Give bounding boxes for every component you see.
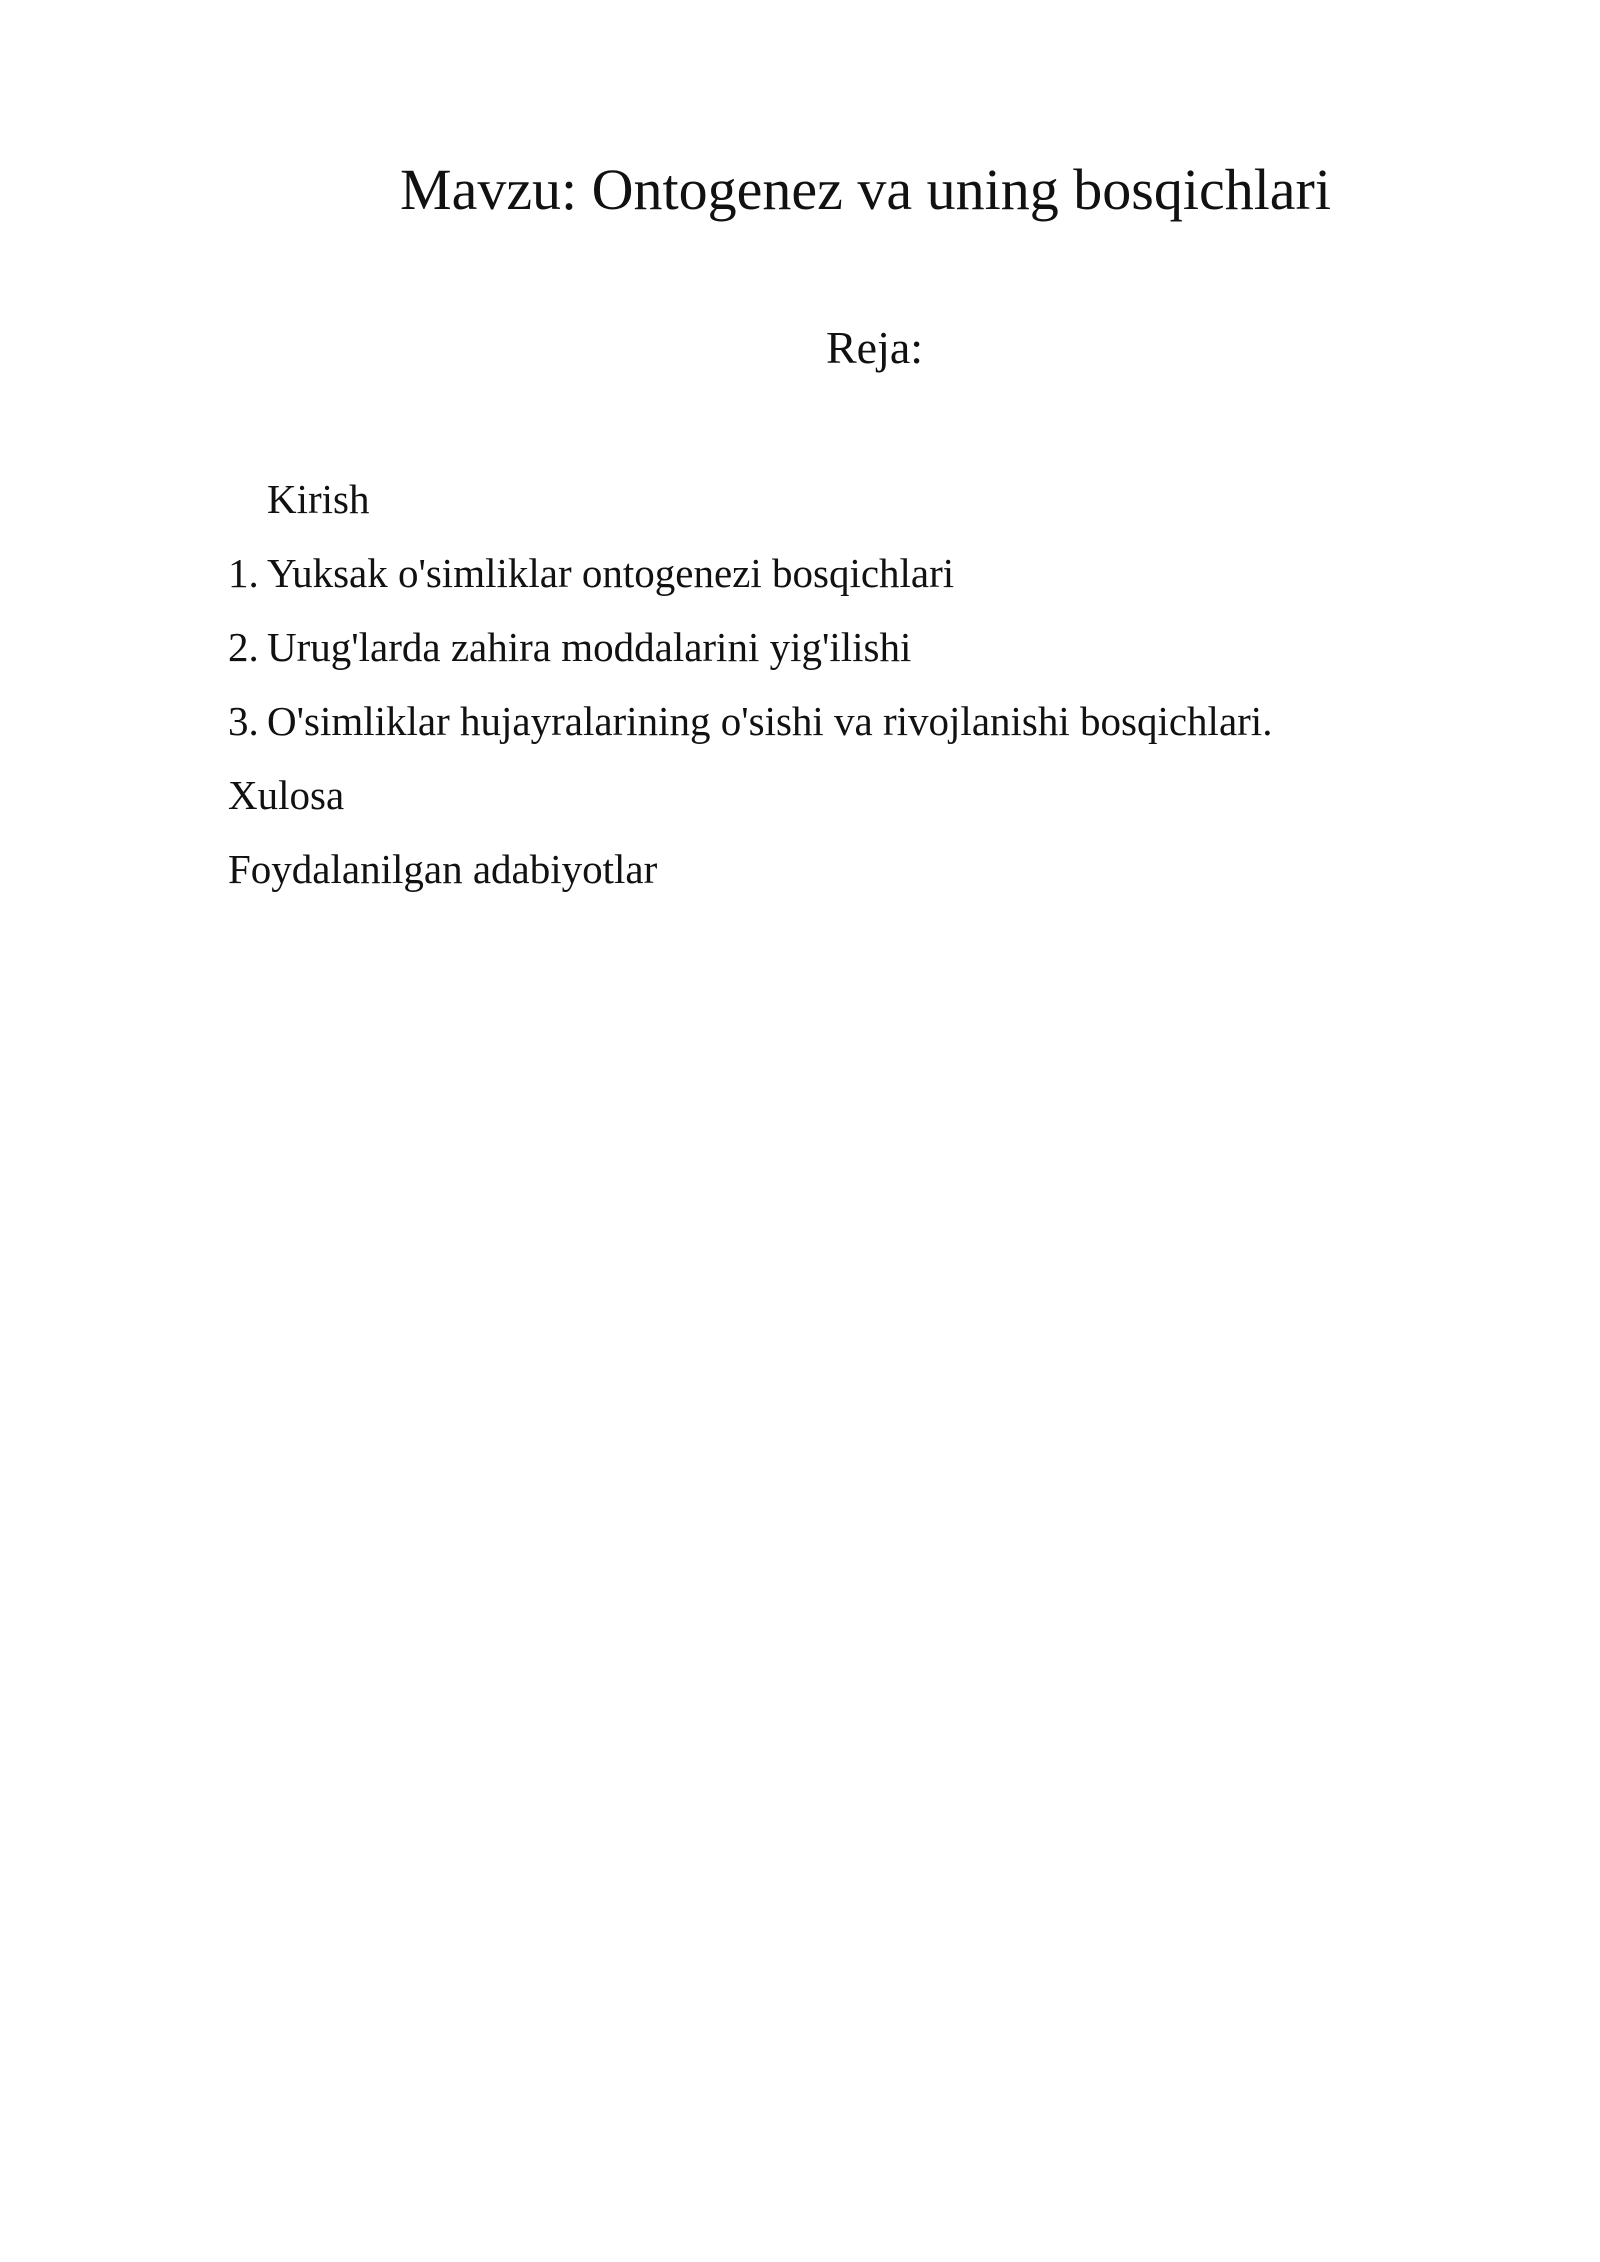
conclusion-text: Xulosa <box>228 772 345 818</box>
list-item-intro <box>228 462 1428 536</box>
plan-heading: Reja: <box>826 322 924 373</box>
list-item-conclusion <box>228 758 1428 832</box>
indent-spacer <box>228 462 267 536</box>
list-text: O'simliklar hujayralarining o'sishi va rivojlanishi bosqichlari. <box>267 698 1273 744</box>
references-text: Foydalanilgan adabiyotlar <box>228 846 658 892</box>
list-number: 3. <box>228 698 259 744</box>
list-item <box>228 610 1428 684</box>
list-text: Urug'larda zahira moddalarini yig'ilishi <box>267 624 912 670</box>
page-title: Mavzu: Ontogenez va uning bosqichlari <box>400 157 1331 222</box>
intro-text: Kirish <box>267 476 370 522</box>
list-number: 1. <box>228 550 259 596</box>
list-item-references <box>228 832 1428 906</box>
list-number: 2. <box>228 624 259 670</box>
list-item <box>228 684 1428 758</box>
list-item <box>228 536 1428 610</box>
plan-list <box>228 462 1428 906</box>
list-text: Yuksak o'simliklar ontogenezi bosqichlari <box>267 550 955 596</box>
